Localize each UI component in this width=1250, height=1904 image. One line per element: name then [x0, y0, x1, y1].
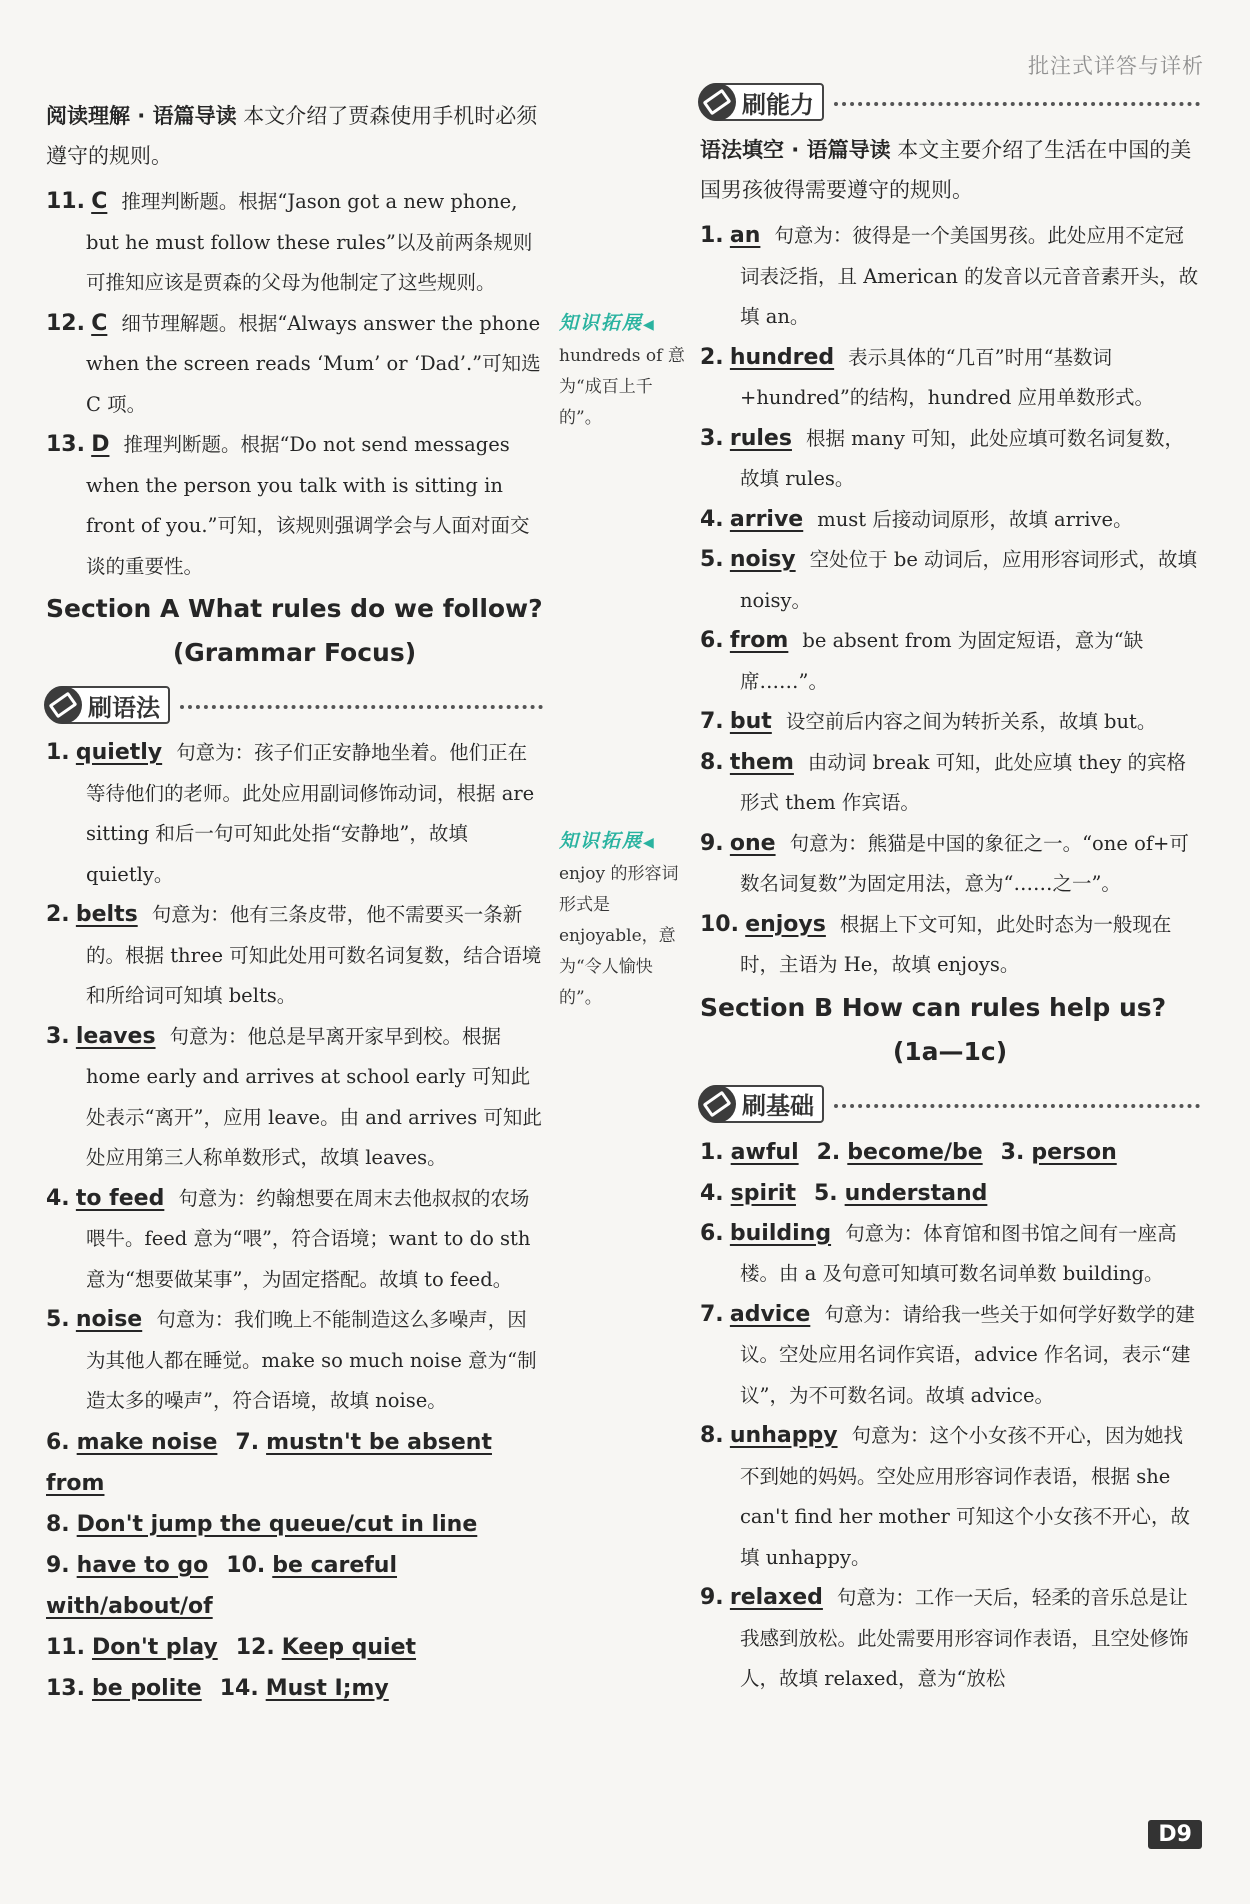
- item-answer: understand: [844, 1180, 988, 1206]
- item-answer: Don't play: [91, 1634, 218, 1660]
- basic-badge: [700, 1085, 824, 1123]
- item-answer: become/be: [847, 1139, 983, 1165]
- item-explanation: 句意为：他有三条皮带，他不需要买一条新的。根据 three 可知此处用可数名词复数，结合语境和所给词可知填 belts。: [86, 903, 542, 1007]
- item-answer: make noise: [76, 1429, 218, 1455]
- item-number: 3.: [1000, 1139, 1025, 1165]
- basic-badge-row: [700, 1080, 1200, 1128]
- grammar-short-answers: [46, 1422, 543, 1709]
- item-answer: noise: [75, 1307, 143, 1332]
- item-answer: advice: [729, 1301, 811, 1327]
- answer-item: [700, 216, 1200, 338]
- answer-item: [700, 540, 1200, 621]
- item-number: 9.: [700, 1585, 724, 1610]
- grammar-badge: [46, 686, 170, 724]
- item-number: 1.: [46, 740, 70, 765]
- intro-label: 语法填空 · 语篇导读: [700, 138, 891, 162]
- item-number: 10.: [226, 1552, 266, 1578]
- reading-intro: [46, 96, 543, 176]
- pencil-icon: [44, 686, 82, 724]
- item-explanation: 句意为：约翰想要在周末去他叔叔的农场喂牛。feed 意为“喂”，符合语境；want to do sth 意为“想要做某事”，为固定搭配。故填 to feed。: [86, 1186, 531, 1291]
- section-a-subtitle: (Grammar Focus): [172, 638, 417, 667]
- answer-item: [700, 702, 1200, 743]
- right-column: [700, 72, 1200, 1700]
- answer-item: [46, 425, 543, 587]
- item-number: 5.: [46, 1307, 70, 1332]
- cloze-answers: [700, 216, 1200, 986]
- item-number: 14.: [219, 1675, 259, 1701]
- section-a-title: Section A What rules do we follow?: [46, 594, 543, 623]
- item-number: 7.: [235, 1429, 260, 1455]
- item-explanation: 句意为：请给我一些关于如何学好数学的建议。空处应用名词作宾语，advice 作名词，表示“建议”，为不可数名词。故填 advice。: [740, 1302, 1195, 1407]
- section-b-title: Section B How can rules help us?: [700, 992, 1167, 1022]
- short-answer-row: [46, 1668, 543, 1709]
- answer-item: [700, 1214, 1200, 1295]
- item-number: 11.: [46, 1634, 85, 1660]
- note-tag: 知识拓展 ◀: [559, 308, 687, 341]
- answer-item: [46, 895, 543, 1017]
- item-number: 7.: [700, 709, 724, 734]
- item-number: 8.: [700, 749, 724, 775]
- answer-item: [700, 1416, 1200, 1578]
- item-number: 5.: [700, 547, 724, 572]
- item-answer: belts: [75, 902, 138, 927]
- side-note-2: [559, 826, 687, 1014]
- badge-label: 刷能力: [742, 90, 814, 119]
- answer-item: [46, 1179, 543, 1301]
- answer-item: [700, 419, 1200, 500]
- grammar-badge-row: [46, 681, 543, 729]
- item-answer: building: [729, 1220, 832, 1246]
- item-explanation: 根据上下文可知，此处时态为一般现在时，主语为 He，故填 enjoys。: [740, 912, 1172, 976]
- item-answer: noisy: [729, 547, 796, 572]
- item-number: 13.: [46, 432, 85, 457]
- item-number: 10.: [700, 911, 739, 937]
- ability-badge: [700, 83, 824, 121]
- item-answer: be polite: [91, 1675, 202, 1701]
- page-header: 批注式详答与详析: [1028, 54, 1204, 78]
- item-answer: leaves: [75, 1023, 156, 1049]
- item-explanation: 句意为：孩子们正安静地坐着。他们正在等待他们的老师。此处应用副词修饰动词，根据 are sitting 和后一句可知此处指“安静地”，故填 quietly。: [86, 741, 535, 886]
- item-answer: to feed: [75, 1185, 165, 1211]
- item-explanation: 句意为：彼得是一个美国男孩。此处应用不定冠词表泛指，且 American 的发音以元音音素开头，故填 an。: [740, 224, 1199, 328]
- reading-answers: [46, 182, 543, 587]
- item-explanation: 句意为：我们晚上不能制造这么多噪声，因为其他人都在睡觉。make so much noise 意为“制造太多的噪声”，符合语境，故填 noise。: [86, 1308, 537, 1412]
- item-explanation: 空处位于 be 动词后，应用形容词形式，故填 noisy。: [740, 548, 1198, 612]
- item-answer: quietly: [75, 740, 163, 765]
- note-text: enjoy 的形容词形式是 enjoyable，意为“令人愉快的”。: [559, 864, 679, 1008]
- item-explanation: 根据 many 可知，此处应填可数名词复数，故填 rules。: [740, 426, 1185, 490]
- item-answer: be careful with/about/of: [46, 1552, 398, 1619]
- item-answer: mustn't be absent from: [46, 1429, 492, 1496]
- side-note-1: [559, 308, 687, 434]
- basic-short-answers: [700, 1132, 1200, 1214]
- item-number: 1.: [700, 223, 724, 248]
- item-number: 3.: [700, 425, 724, 451]
- item-number: 1.: [700, 1139, 724, 1165]
- item-number: 5.: [813, 1180, 838, 1206]
- answer-item: [700, 621, 1200, 702]
- answer-item: [46, 304, 543, 426]
- left-column: [46, 96, 543, 1709]
- page-number: D9: [1148, 1820, 1202, 1849]
- item-number: 3.: [46, 1023, 70, 1049]
- intro-label: 阅读理解 · 语篇导读: [46, 104, 237, 128]
- item-explanation: must 后接动词原形，故填 arrive。: [817, 507, 1133, 531]
- ability-badge-row: [700, 78, 1200, 126]
- item-explanation: 推理判断题。根据“Do not send messages when the person you talk with is sitting in front of you.”可知，该规则强调学会与人面对面交谈的重要性。: [86, 433, 530, 578]
- grammar-answers: [46, 733, 543, 1422]
- pencil-icon: [698, 83, 736, 121]
- item-number: 6.: [46, 1429, 70, 1455]
- intro-text: 本文主要介绍了生活在中国的美国男孩彼得需要遵守的规则。: [700, 138, 1192, 202]
- answer-item: [700, 338, 1200, 419]
- short-answer-row: [700, 1132, 1200, 1173]
- item-answer: an: [729, 223, 761, 248]
- answer-item: [700, 1578, 1200, 1700]
- answer-item: [700, 824, 1200, 905]
- item-answer: Must I;my: [265, 1675, 389, 1701]
- item-number: 12.: [46, 310, 85, 336]
- item-number: 9.: [46, 1552, 70, 1578]
- item-answer: but: [729, 709, 772, 734]
- item-explanation: 推理判断题。根据“Jason got a new phone, but he must follow these rules”以及前两条规则可推知应该是贾森的父母为他制定了这些规则。: [86, 190, 533, 294]
- short-answer-row: [46, 1627, 543, 1668]
- item-answer: Don't jump the queue/cut in line: [76, 1511, 478, 1537]
- note-tag: 知识拓展 ◀: [559, 826, 687, 859]
- answer-item: [46, 182, 543, 304]
- item-answer: spirit: [730, 1180, 796, 1206]
- item-answer: C: [91, 189, 108, 214]
- item-number: 4.: [46, 1185, 70, 1211]
- item-explanation: 句意为：工作一天后，轻柔的音乐总是让我感到放松。此处需要用形容词作表语，且空处修饰人，故填 relaxed，意为“放松: [740, 1586, 1189, 1690]
- item-explanation: 句意为：熊猫是中国的象征之一。“one of+可数名词复数”为固定用法，意为“……之一”。: [740, 831, 1189, 895]
- intro-text: 本文介绍了贾森使用手机时必须遵守的规则。: [46, 104, 538, 168]
- item-number: 6.: [700, 628, 724, 653]
- item-answer: D: [91, 432, 110, 457]
- item-answer: hundred: [729, 344, 835, 370]
- pencil-icon: [698, 1085, 736, 1123]
- item-number: 6.: [700, 1220, 724, 1246]
- item-answer: Keep quiet: [281, 1634, 417, 1660]
- answer-item: [700, 500, 1200, 541]
- item-explanation: 设空前后内容之间为转折关系，故填 but。: [785, 710, 1157, 733]
- item-number: 9.: [700, 830, 724, 856]
- item-answer: relaxed: [729, 1585, 823, 1610]
- short-answer-row: [700, 1173, 1200, 1214]
- item-answer: unhappy: [729, 1423, 838, 1448]
- item-number: 8.: [700, 1423, 724, 1448]
- answer-item: [46, 733, 543, 895]
- item-answer: arrive: [729, 506, 804, 532]
- answer-item: [700, 743, 1200, 824]
- item-number: 12.: [235, 1634, 275, 1660]
- answer-item: [46, 1300, 543, 1422]
- answer-item: [700, 1295, 1200, 1417]
- item-explanation: 表示具体的“几百”时用“基数词+hundred”的结构，hundred 应用单数形式。: [740, 345, 1155, 409]
- item-number: 2.: [816, 1139, 841, 1165]
- section-b-subtitle: (1a—1c): [892, 1036, 1008, 1066]
- item-answer: from: [729, 628, 789, 653]
- item-explanation: 细节理解题。根据“Always answer the phone when the screen reads ‘Mum’ or ‘Dad’.”可知选 C 项。: [86, 311, 541, 416]
- item-answer: rules: [729, 425, 792, 451]
- item-number: 8.: [46, 1511, 70, 1537]
- answer-item: [700, 905, 1200, 986]
- item-answer: person: [1031, 1139, 1117, 1165]
- basic-answers: [700, 1214, 1200, 1700]
- item-answer: enjoys: [745, 911, 826, 937]
- item-number: 4.: [700, 506, 724, 532]
- answer-item: [46, 1017, 543, 1179]
- item-answer: C: [91, 310, 108, 336]
- item-answer: one: [729, 830, 776, 856]
- badge-label: 刷基础: [742, 1092, 814, 1120]
- item-number: 13.: [46, 1675, 85, 1701]
- note-text: hundreds of 意为“成百上千的”。: [559, 346, 685, 428]
- item-explanation: 由动词 break 可知，此处应填 they 的宾格形式 them 作宾语。: [740, 750, 1186, 814]
- item-number: 2.: [700, 344, 724, 370]
- cloze-intro: [700, 130, 1200, 210]
- item-explanation: 句意为：体育馆和图书馆之间有一座高楼。由 a 及句意可知填可数名词单数 building。: [740, 1221, 1177, 1285]
- short-answer-row: [46, 1545, 543, 1627]
- item-answer: them: [729, 749, 794, 775]
- item-number: 11.: [46, 189, 85, 214]
- badge-label: 刷语法: [88, 693, 160, 722]
- dotted-divider: [834, 1104, 1200, 1108]
- dotted-divider: [180, 705, 543, 709]
- short-answer-row: [46, 1504, 543, 1545]
- item-number: 2.: [46, 902, 70, 927]
- item-answer: have to go: [76, 1552, 209, 1578]
- short-answer-row: [46, 1422, 543, 1504]
- item-answer: awful: [730, 1139, 799, 1165]
- item-number: 7.: [700, 1301, 724, 1327]
- item-explanation: 句意为：他总是早离开家早到校。根据 home early and arrives at school early 可知此处表示“离开”，应用 leave。由 and arrives 可知此处应用第三人称单数形式，故填 leaves。: [86, 1024, 542, 1169]
- item-number: 4.: [700, 1180, 724, 1206]
- item-explanation: be absent from 为固定短语，意为“缺席……”。: [740, 629, 1144, 693]
- dotted-divider: [834, 102, 1200, 106]
- item-explanation: 句意为：这个小女孩不开心，因为她找不到她的妈妈。空处应用形容词作表语，根据 she can't find her mother 可知这个小女孩不开心，故填 unhappy。: [740, 1424, 1191, 1569]
